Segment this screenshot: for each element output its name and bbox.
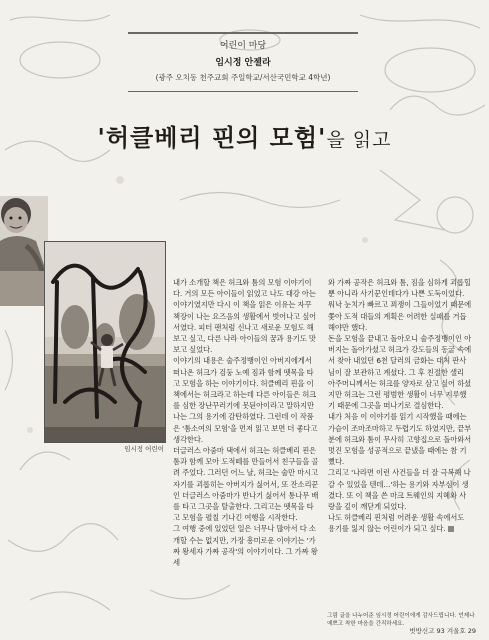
section-label: 어린이 마당 bbox=[219, 41, 267, 51]
article-body-column-2 bbox=[328, 277, 472, 602]
article-title bbox=[0, 118, 489, 153]
editor-footnote: 그림 글을 나누어준 임시정 어린이에게 감사드립니다. 언제나 예쁘고 착한 마음을 간직하세요. bbox=[327, 613, 475, 627]
child-portrait-photo bbox=[0, 196, 48, 306]
header-box bbox=[128, 32, 358, 92]
article-body-column-2-text: 와 가짜 공작은 허크와 톰, 짐을 심하게 괴롭힐 뿐 아니라 사기꾼인데다가 나쁜 도둑이었다. 워낙 눈치가 빠르고 꾀쟁이 그들이었기 때문에 쫓아 도적 대들의 계획은 어려한 실패를 거듭해야만 했다. 돈을 모험을 끝내고 돌아오니 술주정뱅이인 아버지는 돌아가셨고 허크가 강도들의 동굴 속에서 찾아 내었던 6천 달러의 금화는 대처 판사님이 잘 보관하고 계셨다. 그 후 친절한 샐리 아주머니께서는 허크를 양자로 삼고 싶어 하셨지만 허크는 그런 평범한 생활이 너무 지루했기 때문에 그곳을 떠나기로 결심한다. 내가 처음 이 이야기를 읽기 시작했을 때에는 가슴이 조마조마하고 두렵기도 하였지만, 끝부분에 허크와 톰이 무사히 고향집으로 돌아와서 멋진 모험을 성공적으로 끝냈을 때에는 참 기뻤다. 그리고 '나라면 이런 사건들을 더 잘 극복해 나갈 수 있었을 텐데…'하는 용기와 자부심이 생겼다. 또 이 책을 쓴 마크 트웨인의 지혜와 사랑을 깊이 깨닫게 되었다. 나도 허클베리 핀처럼 어려운 생활 속에서도 용기를 잃지 않는 어린이가 되고 싶다. bbox=[328, 278, 472, 534]
author-name: 임시정 안젤라 bbox=[215, 58, 271, 68]
playground-photo bbox=[44, 241, 166, 443]
photo-caption: 임시정 어린이 bbox=[124, 445, 164, 453]
article-body-column-1: 내가 소개할 책은 허크와 톰의 모험 이야기이다. 거의 모든 아이들이 읽었고 나도 대강 아는 이야기였지만 다시 이 책을 읽은 이유는 자꾸 책장이 나는 요즈음의 생활에서 벗어나고 싶어서였다. 피터 팬처럼 신나고 새로운 모험도 해보고 싶고, 다른 나라 아이들의 꿈과 용기도 맛보고 싶었다. 이야기의 내용은 술주정뱅이인 아버지에게서 떠나온 허크가 검둥 노예 짐과 함께 뗏목을 타고 모험을 하는 이야기이다. 허클베리 핀을 이 책에서는 허크라고 하는데 다른 아이들은 허크를 심한 장난꾸러기에 못된아이라고 말하지만 나는 그의 용기에 감탄하였다. 그런데 이 작품은 '톰소여의 모험'을 먼저 읽고 보면 더 좋다고 생각한다. 더글러스 아줌마 댁에서 허크는 허클베리 핀은 톰과 함께 모아 도적떼를 만들어서 친구들을 골려 주었다. 그러던 어느 날, 허크는 술만 마시고 자기를 괴롭히는 아버지가 싫어서, 또 잔소리꾼인 더글러스 아줌마가 반나기 싫어서 통나무 배를 타고 그곳을 탈출한다. 그리고는 뗏목을 타고 모험을 펼칠 기나긴 여행을 시작한다. 그 여행 중에 있었던 일은 너무나 많아서 다 소개할 수는 없지만, 가장 흥미로운 이야기는 '가짜 왕세자 가짜 공작'의 이야기이다. 그 가짜 왕세 bbox=[173, 278, 319, 568]
page-footer: 벗방신고 93 겨울호 29 bbox=[409, 627, 476, 635]
title-suffix: 을 읽고 bbox=[326, 129, 392, 151]
end-of-article-mark bbox=[448, 526, 454, 532]
author-affiliation: (광주 오치동 천주교회 주일학교/서산국민학교 4학년) bbox=[155, 73, 331, 82]
title-main: '허클베리 핀의 모험' bbox=[97, 123, 327, 152]
